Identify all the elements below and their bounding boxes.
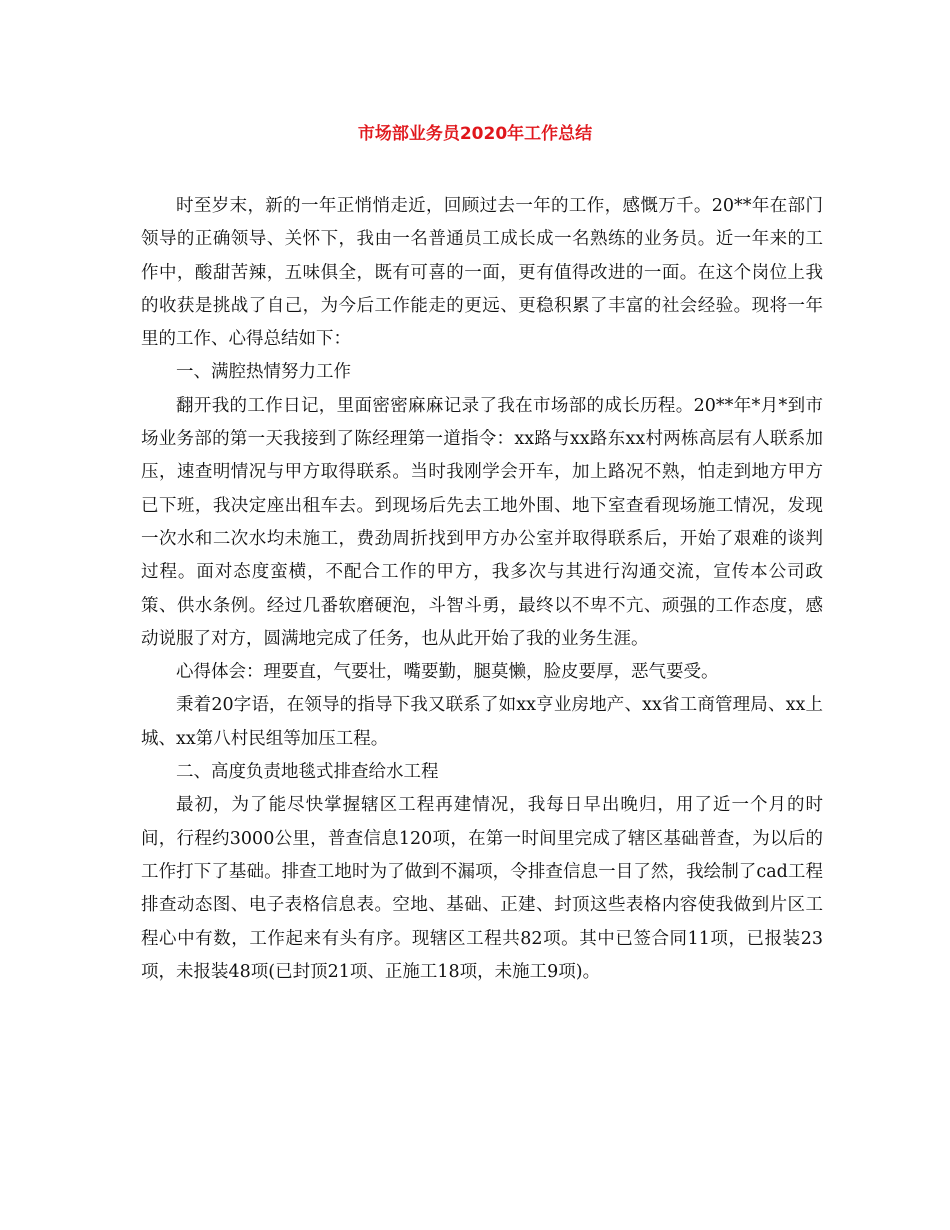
- paragraph-survey: 最初，为了能尽快掌握辖区工程再建情况，我每日早出晚归，用了近一个月的时间，行程约3000公里，普查信息120项，在第一时间里完成了辖区基础普查，为以后的工作打下了基础。排查工地时为了做到不漏项，令排查信息一目了然，我绘制了cad工程排查动态图、电子表格信息表。空地、基础、正建、封顶这些表格内容使我做到片区工程心中有数，工作起来有头有序。现辖区工程共82项。其中已签合同11项，已报装23项，未报装48项(已封顶21项、正施工18项，未施工9项)。: [141, 795, 823, 982]
- section-heading-2: 二、高度负责地毯式排查给水工程: [176, 762, 439, 783]
- paragraph-experience: 心得体会：理要直，气要壮，嘴要勤，腿莫懒，脸皮要厚，恶气要受。: [176, 662, 719, 683]
- section-heading-1: 一、满腔热情努力工作: [176, 362, 351, 383]
- paragraph-work-diary: 翻开我的工作日记，里面密密麻麻记录了我在市场部的成长历程。20**年*月*到市场业务部的第一天我接到了陈经理第一道指令：xx路与xx路东xx村两栋高层有人联系加压，速查明情况与甲方取得联系。当时我刚学会开车，加上路况不熟，怕走到地方甲方已下班，我决定座出租车去。到现场后先去工地外围、地下室查看现场施工情况，发现一次水和二次水均未施工，费劲周折找到甲方办公室并取得联系后，开始了艰难的谈判过程。面对态度蛮横，不配合工作的甲方，我多次与其进行沟通交流，宣传本公司政策、供水条例。经过几番软磨硬泡，斗智斗勇，最终以不卑不亢、顽强的工作态度，感动说服了对方，圆满地完成了任务，也从此开始了我的业务生涯。: [141, 395, 823, 649]
- paragraph-projects: 秉着20字语，在领导的指导下我又联系了如xx亨业房地产、xx省工商管理局、xx上城、xx第八村民组等加压工程。: [141, 695, 823, 749]
- paragraph-intro: 时至岁末，新的一年正悄悄走近，回顾过去一年的工作，感慨万千。20**年在部门领导的正确领导、关怀下，我由一名普通员工成长成一名熟练的业务员。近一年来的工作中，酸甜苦辣，五味俱全，既有可喜的一面，更有值得改进的一面。在这个岗位上我的收获是挑战了自己，为今后工作能走的更远、更稳积累了丰富的社会经验。现将一年里的工作、心得总结如下：: [141, 196, 823, 350]
- document-title: 市场部业务员2020年工作总结: [357, 124, 593, 144]
- document-body: [141, 190, 823, 989]
